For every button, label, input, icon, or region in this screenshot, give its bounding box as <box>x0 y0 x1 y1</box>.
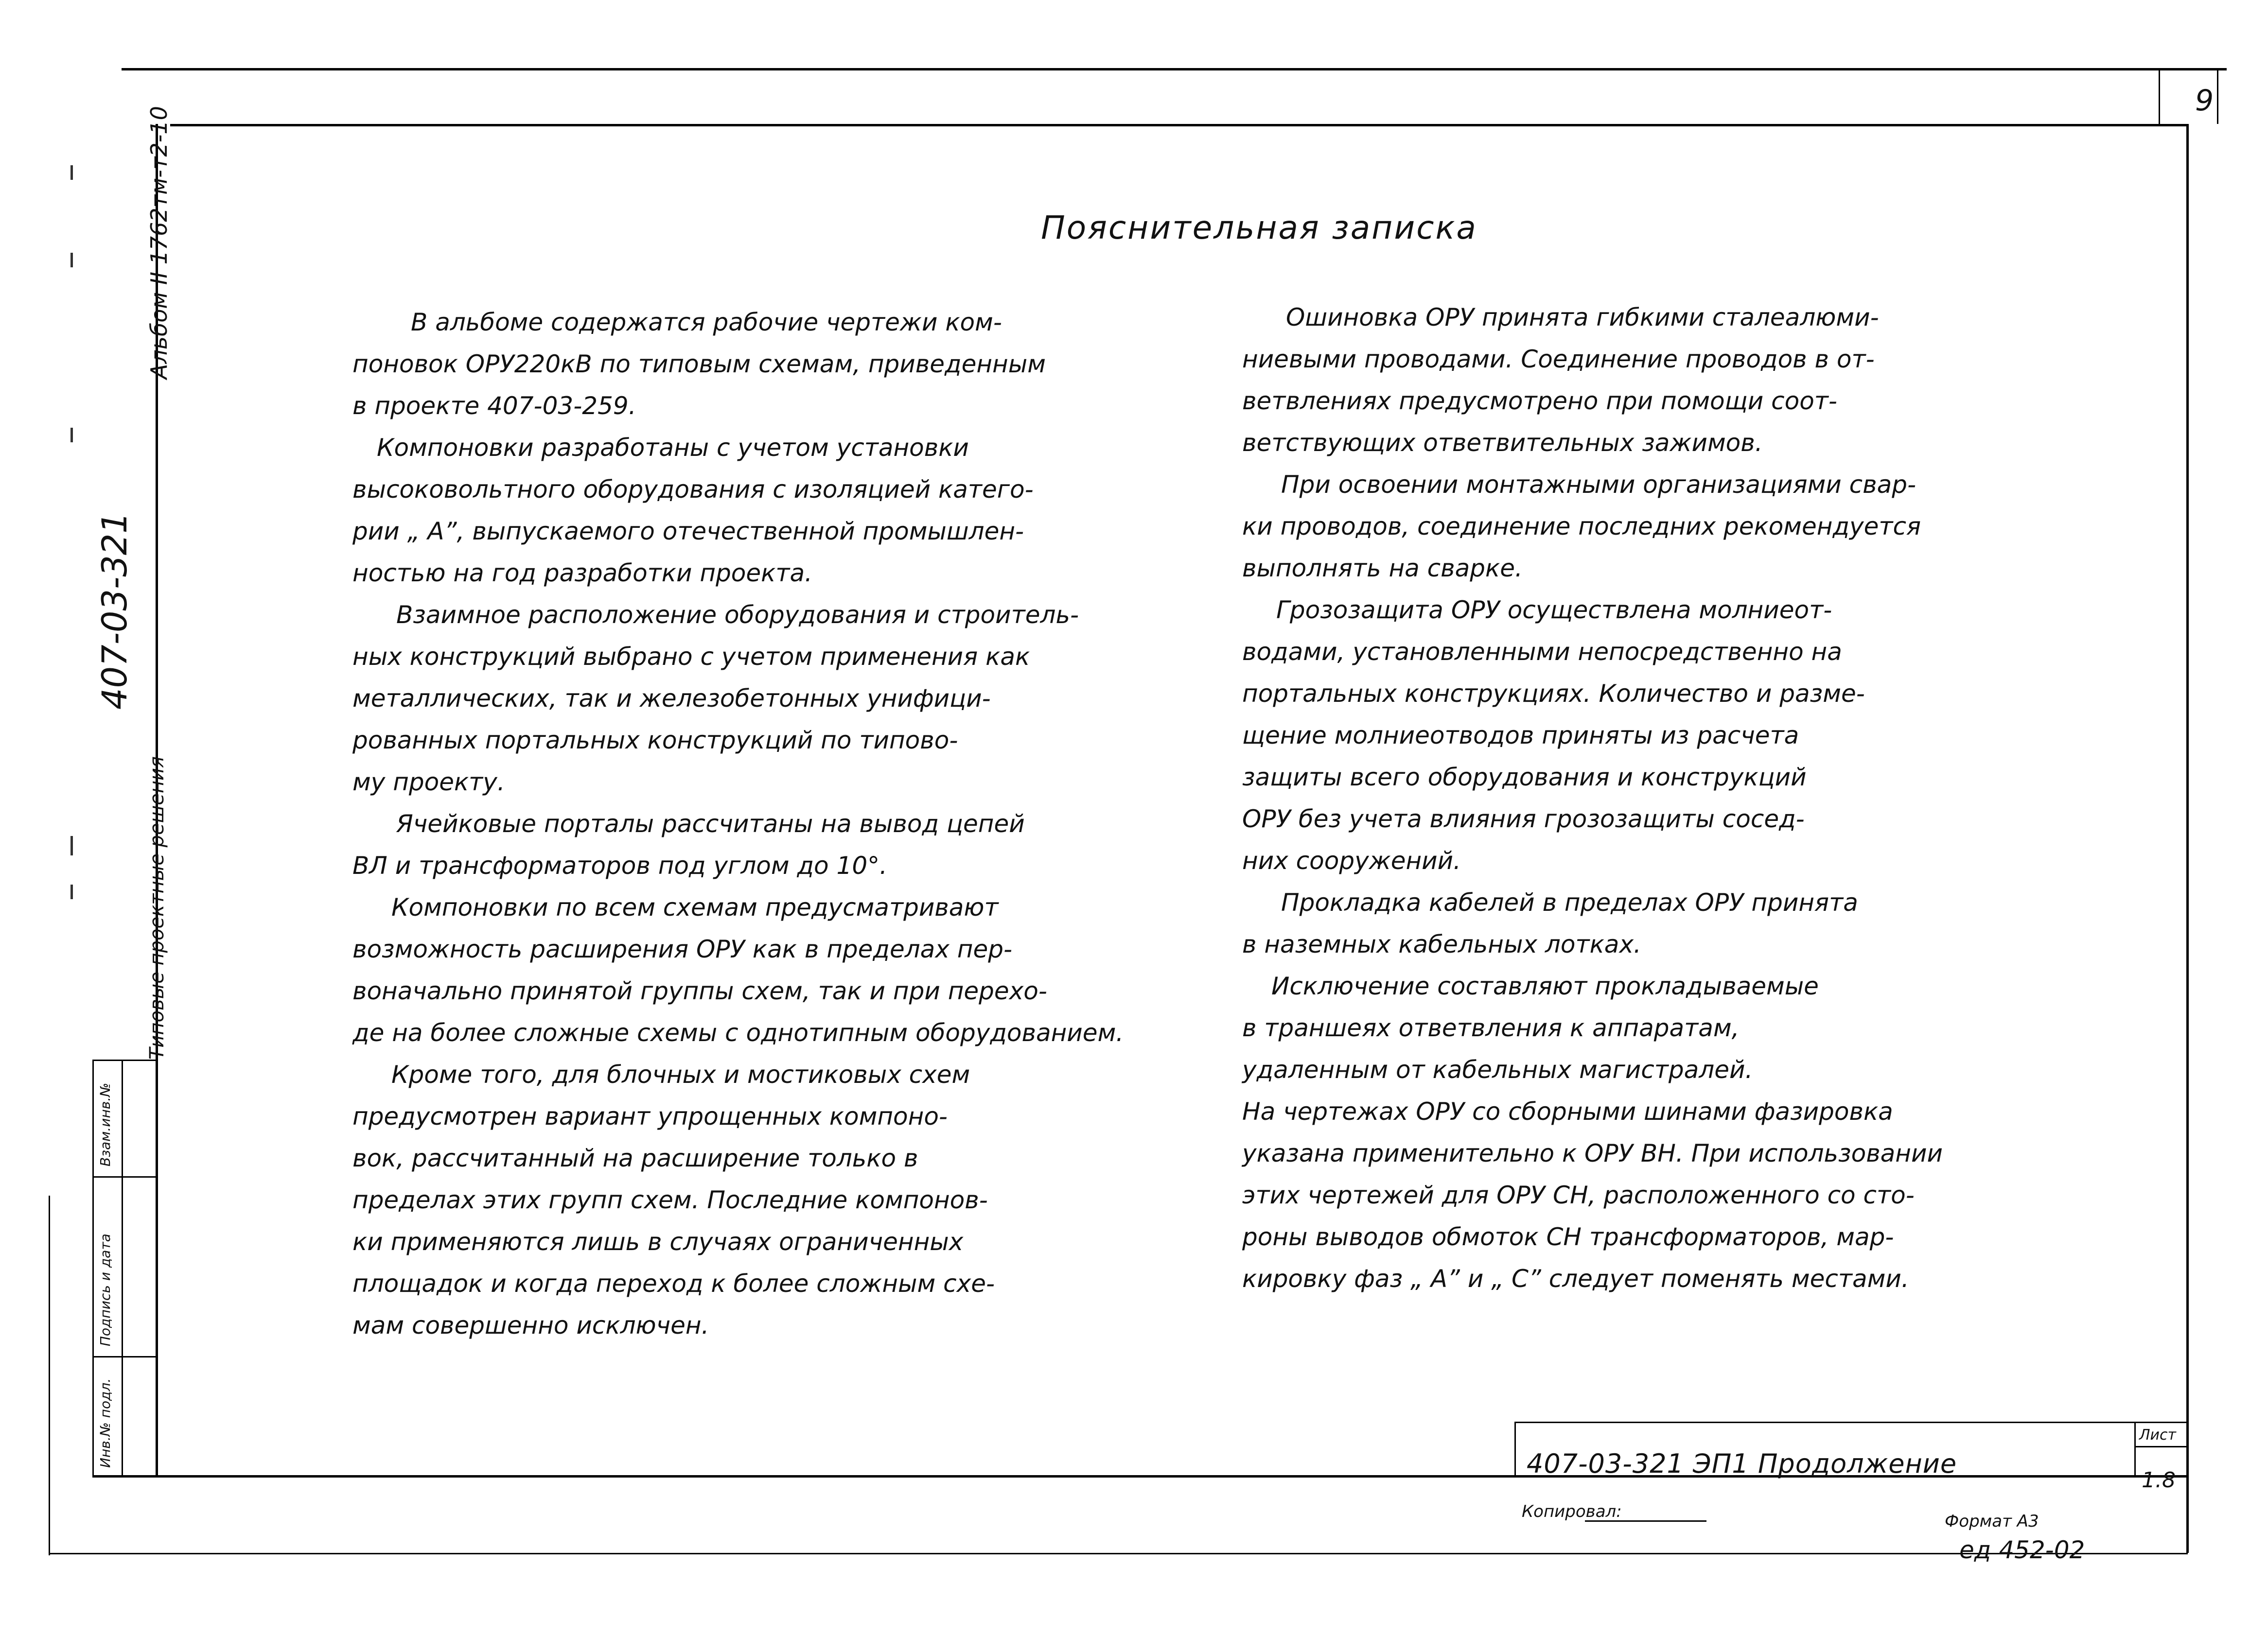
right-text-column <box>1242 296 2030 1300</box>
frame-top <box>170 124 2188 126</box>
edition-code: ед 452-02 <box>1959 1536 2085 1564</box>
copied-by-label: Копировал: <box>1522 1502 1622 1521</box>
title-block-sheet-divider <box>2134 1422 2136 1475</box>
copied-signature-line <box>1585 1520 1706 1522</box>
margin-mark <box>70 836 73 855</box>
text-line: Взаимное расположение оборудования и строитель- <box>396 601 1079 629</box>
margin-mark <box>70 165 73 180</box>
sheet-number: 1.8 <box>2142 1468 2176 1493</box>
text-line: пределах этих групп схем. Последние компонов- <box>352 1186 988 1214</box>
sheet-label: Лист <box>2139 1427 2177 1444</box>
text-line: Ошиновка ОРУ принята гибкими сталеалюми- <box>1286 303 1879 331</box>
text-line: защиты всего оборудования и конструкций <box>1242 763 1807 791</box>
format-label: Формат А3 <box>1945 1512 2039 1531</box>
text-line: Исключение составляют прокладываемые <box>1271 972 1819 1000</box>
text-line: ностью на год разработки проекта. <box>352 559 813 587</box>
text-line: поновок ОРУ220кВ по типовым схемам, приведенным <box>352 350 1046 378</box>
text-line: площадок и когда переход к более сложным схе- <box>352 1270 995 1298</box>
page-box-left <box>2159 68 2160 124</box>
top-rule <box>122 68 2227 70</box>
outer-bottom-line <box>49 1553 2188 1554</box>
text-line: Компоновки разработаны с учетом установки <box>377 434 969 462</box>
text-line: предусмотрен вариант упрощенных компоно- <box>352 1102 948 1131</box>
text-line: вок, рассчитанный на расширение только в <box>352 1144 918 1172</box>
text-line: Прокладка кабелей в пределах ОРУ принята <box>1281 888 1858 917</box>
text-line: щение молниеотводов приняты из расчета <box>1242 721 1799 749</box>
text-line: воначально принятой группы схем, так и при перехо- <box>352 977 1047 1005</box>
stamp-col-b <box>122 1060 123 1478</box>
stamp-replace-label: Взам.инв.№ <box>97 1082 113 1166</box>
text-line: ниевыми проводами. Соединение проводов в от- <box>1242 345 1875 373</box>
stamp-inv-label: Инв.№ подл. <box>97 1378 113 1468</box>
text-line: ных конструкций выбрано с учетом применения как <box>352 643 1030 671</box>
text-line: портальных конструкциях. Количество и разме- <box>1242 679 1865 708</box>
left-text-column <box>352 301 1169 1346</box>
text-line: в проекте 407-03-259. <box>352 392 636 420</box>
frame-right <box>2186 124 2189 1553</box>
text-line: ки проводов, соединение последних рекомендуется <box>1242 512 1921 540</box>
text-line: ВЛ и трансформаторов под углом до 10°. <box>352 852 888 880</box>
stamp-sign-label: Подпись и дата <box>97 1234 113 1346</box>
title-block-sheet-row <box>2134 1446 2188 1447</box>
text-line: выполнять на сварке. <box>1242 554 1523 582</box>
page-number: 9 <box>2195 84 2214 118</box>
text-line: При освоении монтажными организациями свар- <box>1281 470 1916 499</box>
text-line: роны выводов обмоток СН трансформаторов, мар- <box>1242 1223 1894 1251</box>
text-line: мам совершенно исключен. <box>352 1311 709 1340</box>
outer-left-line <box>49 1196 50 1555</box>
stamp-row-2 <box>92 1176 156 1178</box>
text-line: них сооружений. <box>1242 847 1461 875</box>
title-block-left <box>1514 1422 1516 1475</box>
text-line: ветствующих ответвительных зажимов. <box>1242 429 1763 457</box>
page-title: Пояснительная записка <box>1041 209 1477 246</box>
text-line: Грозозащита ОРУ осуществлена молниеот- <box>1276 596 1832 624</box>
text-line: ки применяются лишь в случаях ограниченных <box>352 1228 964 1256</box>
text-line: возможность расширения ОРУ как в пределах пер- <box>352 935 1013 963</box>
title-block-code: 407-03-321 ЭП1 Продолжение <box>1527 1448 1957 1479</box>
margin-mark <box>70 885 73 899</box>
text-line: де на более сложные схемы с однотипным оборудованием. <box>352 1019 1124 1047</box>
text-line: рии „ А”, выпускаемого отечественной промышлен- <box>352 517 1024 545</box>
text-line: Ячейковые порталы рассчитаны на вывод цепей <box>396 810 1025 838</box>
text-line: Компоновки по всем схемам предусматривают <box>391 893 999 922</box>
page-box-right <box>2217 68 2218 124</box>
margin-mark <box>70 428 73 442</box>
margin-mark <box>70 253 73 267</box>
text-line: в траншеях ответвления к аппаратам, <box>1242 1014 1740 1042</box>
stamp-row-1 <box>92 1060 156 1061</box>
text-line: Кроме того, для блочных и мостиковых схем <box>391 1061 970 1089</box>
text-line: удаленным от кабельных магистралей. <box>1242 1056 1753 1084</box>
text-line: водами, установленными непосредственно на <box>1242 638 1842 666</box>
title-block-top <box>1514 1422 2188 1423</box>
stamp-col-a <box>92 1060 94 1478</box>
text-line: рованных портальных конструкций по типово- <box>352 726 958 754</box>
text-line: высоковольтного оборудования с изоляцией катего- <box>352 475 1034 504</box>
text-line: На чертежах ОРУ со сборными шинами фазировка <box>1242 1097 1893 1126</box>
text-line: му проекту. <box>352 768 505 796</box>
text-line: указана применительно к ОРУ ВН. При использовании <box>1242 1139 1943 1167</box>
text-line: металлических, так и железобетонных унифици- <box>352 684 991 713</box>
text-line: В альбоме содержатся рабочие чертежи ком- <box>411 308 1002 336</box>
side-document-code: 407-03-321 <box>95 512 135 710</box>
text-line: в наземных кабельных лотках. <box>1242 930 1641 958</box>
side-typical-label: Типовые проектные решения <box>146 756 168 1060</box>
text-line: ОРУ без учета влияния грозозащиты сосед- <box>1242 805 1805 833</box>
side-album-code: Альбом II 1762тм-т2-10 <box>146 106 172 379</box>
text-line: ветвлениях предусмотрено при помощи соот- <box>1242 387 1837 415</box>
text-line: этих чертежей для ОРУ СН, расположенного со сто- <box>1242 1181 1915 1209</box>
text-line: кировку фаз „ А” и „ С” следует поменять местами. <box>1242 1265 1909 1293</box>
stamp-row-3 <box>92 1356 156 1358</box>
